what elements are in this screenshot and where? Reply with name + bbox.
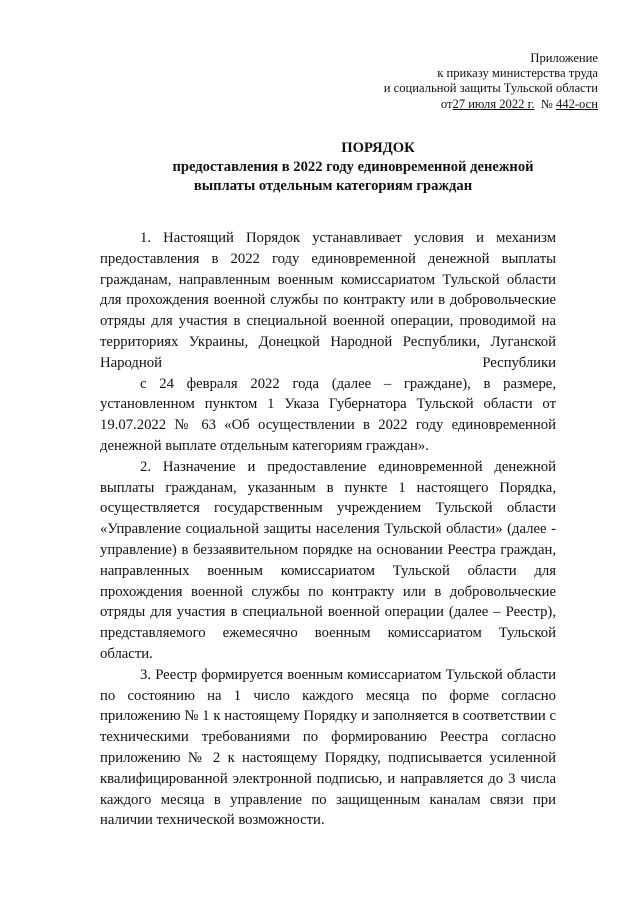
- title-line-2: предоставления в 2022 году единовременной денежной: [172, 159, 534, 175]
- annex-ministry-line: и социальной защиты Тульской области: [383, 81, 598, 96]
- paragraph-1-part-2: с 24 февраля 2022 года (далее – граждане), в размере, установленном пунктом 1 Указа Губернатора Тульской области от 19.07.2022 № 63 «Об осуществлении в 2022 году единовременной денежной выплате отдельным категориям граждан».: [100, 375, 556, 454]
- annex-date: 27 июля 2022 г.: [452, 96, 535, 111]
- annex-date-prefix: от: [440, 96, 453, 111]
- paragraph-1-part-1: 1. Настоящий Порядок устанавливает условия и механизм предоставления в 2022 году единовременной денежной выплаты гражданам, направленным военным комиссариатом Тульской области для прохождения военной службы по контракту или в добровольческие отряды для участия в специальной военной операции, проводимой на территориях Украины, Донецкой Народной Республики, Луганской Народной Республики: [100, 230, 556, 371]
- annex-date-number-line: [384, 97, 598, 112]
- annex-number-prefix: №: [540, 96, 553, 111]
- annex-label: Приложение: [530, 51, 598, 65]
- annex-number: 442-осн: [555, 96, 598, 111]
- document-title: [0, 139, 640, 196]
- document-body: [100, 228, 556, 831]
- paragraph-3: 3. Реестр формируется военным комиссариатом Тульской области по состоянию на 1 число каждого месяца по форме согласно приложению № 1 к настоящему Порядку и заполняется в соответствии с техническими требованиями по формированию Реестра согласно приложению № 2 к настоящему Порядку, подписывается усиленной квалифицированной электронной подписью, и направляется до 3 числа каждого месяца в управление по защищенным каналам связи при наличии технической возможности.: [100, 666, 556, 829]
- annex-header: [384, 51, 598, 112]
- title-line-3: выплаты отдельным категориям граждан: [193, 178, 473, 194]
- annex-order-line: к приказу министерства труда: [437, 66, 598, 81]
- paragraph-1: [100, 228, 556, 457]
- title-heading: ПОРЯДОК: [341, 140, 415, 156]
- paragraph-2: 2. Назначение и предоставление единовременной денежной выплаты гражданам, указанным в пункте 1 настоящего Порядка, осуществляется государственным учреждением Тульской области «Управление социальной защиты населения Тульской области» (далее - управление) в беззаявительном порядке на основании Реестра граждан, направленных военным комиссариатом Тульской области для прохождения военной службы по контракту или в добровольческие отряды для участия в специальной военной операции (далее – Реестр), представляемого ежемесячно военным комиссариатом Тульской области.: [100, 458, 556, 662]
